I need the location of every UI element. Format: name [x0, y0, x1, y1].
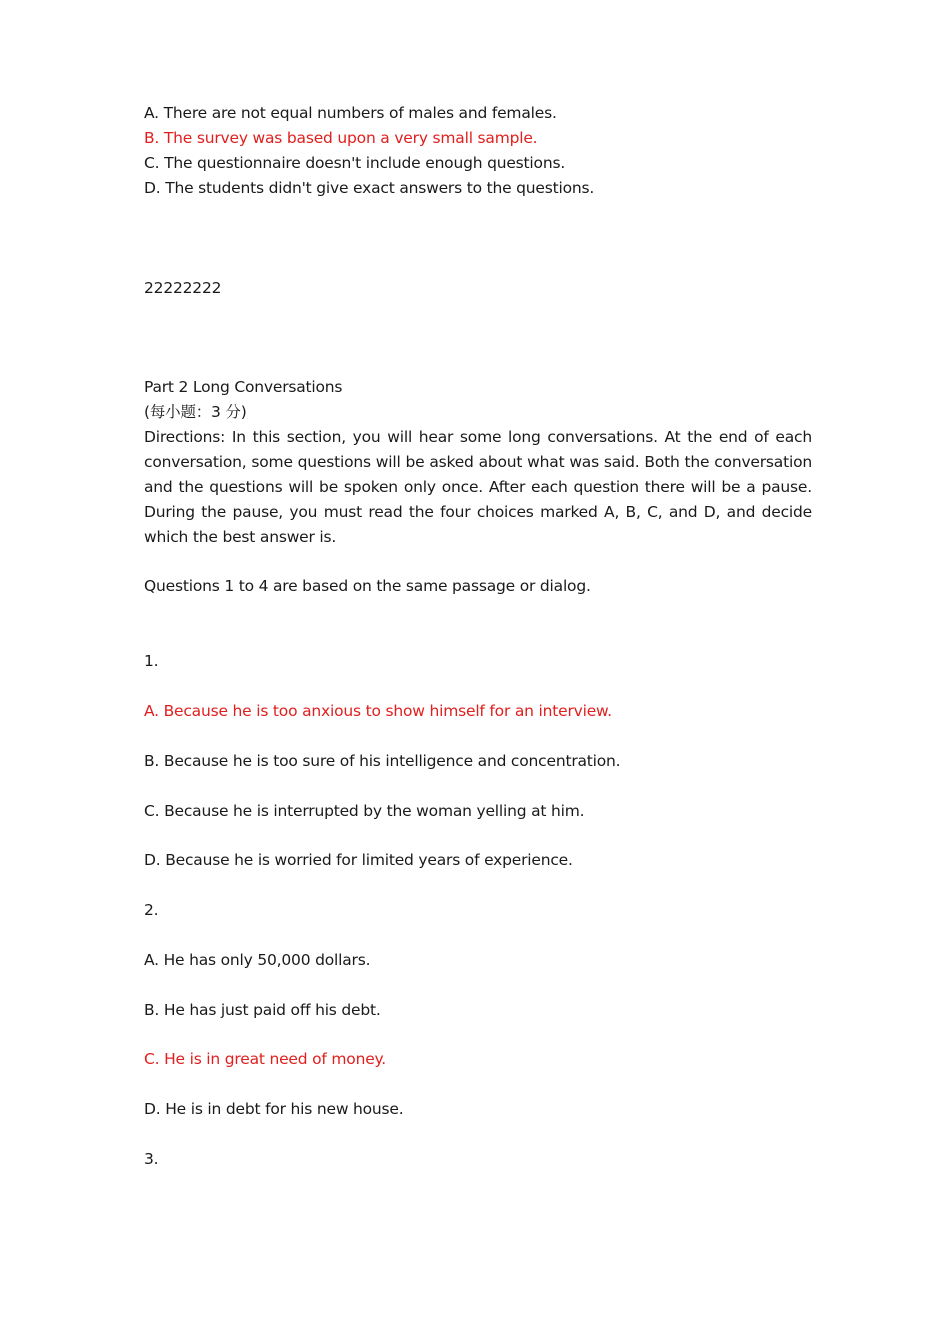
part-title: Part 2 Long Conversations — [144, 378, 343, 396]
question-3-number: 3. — [144, 1150, 159, 1168]
score-note: (每小题：3 分) — [144, 403, 247, 421]
question-2-number: 2. — [144, 901, 159, 919]
q2-option-d: D. He is in debt for his new house. — [144, 1100, 404, 1118]
question-1-number: 1. — [144, 652, 159, 670]
q2-option-a: A. He has only 50,000 dollars. — [144, 951, 371, 969]
prev-option-a: A. There are not equal numbers of males and females. — [144, 104, 557, 122]
separator-text: 22222222 — [144, 279, 222, 297]
prev-option-d: D. The students didn't give exact answers to the questions. — [144, 179, 595, 197]
q2-option-c-correct: C. He is in great need of money. — [144, 1050, 387, 1068]
prev-option-c: C. The questionnaire doesn't include enough questions. — [144, 154, 566, 172]
prev-option-b-correct: B. The survey was based upon a very small sample. — [144, 129, 538, 147]
directions-paragraph: Directions: In this section, you will hear some long conversations. At the end of each conversation, some questions will be asked about what was said. Both the conversation and the questions will be spoken only once. After each question there will be a pause. During the pause, you must read the four choices marked A, B, C, and D, and decide which the best answer is. — [144, 428, 812, 546]
q1-option-d: D. Because he is worried for limited years of experience. — [144, 851, 573, 869]
group-note: Questions 1 to 4 are based on the same passage or dialog. — [144, 577, 591, 595]
q1-option-a-correct: A. Because he is too anxious to show himself for an interview. — [144, 702, 612, 720]
q1-option-c: C. Because he is interrupted by the woman yelling at him. — [144, 802, 585, 820]
q2-option-b: B. He has just paid off his debt. — [144, 1001, 381, 1019]
q1-option-b: B. Because he is too sure of his intelligence and concentration. — [144, 752, 621, 770]
